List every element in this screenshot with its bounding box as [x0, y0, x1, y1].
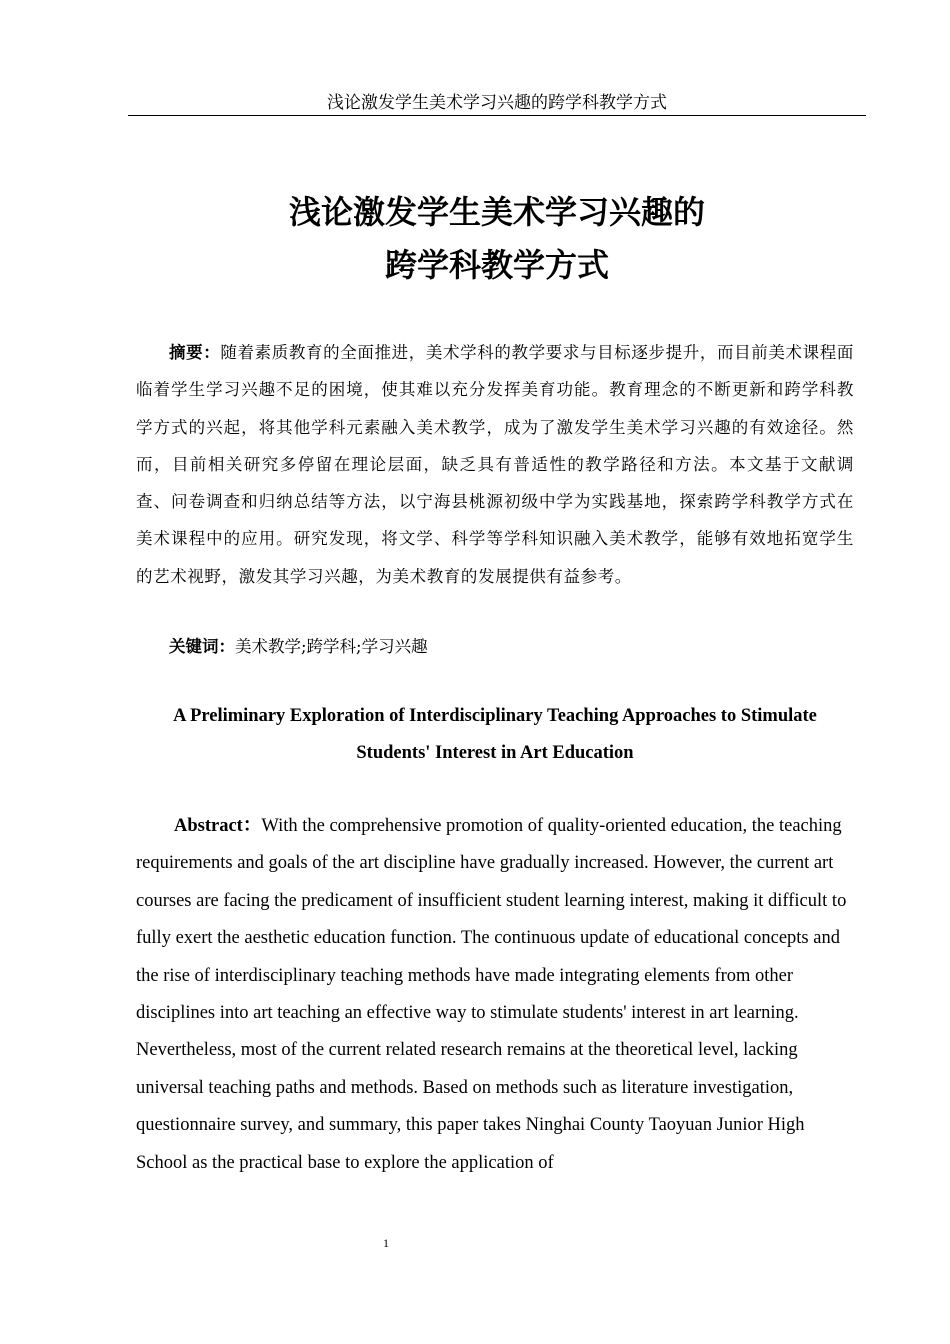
abstract-cn-label: 摘要： [169, 343, 221, 362]
paper-title-en-line1: A Preliminary Exploration of Interdisciplinary Teaching Approaches to Stimulate [173, 706, 817, 726]
abstract-cn [136, 334, 854, 595]
paper-title-en [136, 698, 854, 772]
abstract-en [136, 808, 856, 1182]
keywords-cn-text: 美术教学;跨学科;学习兴趣 [235, 637, 428, 656]
keywords-cn [136, 628, 854, 665]
abstract-en-label: Abstract： [174, 816, 262, 836]
paper-title-cn [128, 186, 866, 292]
paper-title-en-line2: Students' Interest in Art Education [356, 743, 634, 763]
page-number: 1 [383, 1236, 389, 1250]
abstract-en-text: With the comprehensive promotion of quality-oriented education, the teaching requirements and goals of the art discipline have gradually increased. However, the current art courses are facing the predicament of insufficient student learning interest, making it difficult to fully exert the aesthetic education function. The continuous update of educational concepts and the rise of interdisciplinary teaching methods have made integrating elements from other disciplines into art teaching an effective way to stimulate students' interest in art learning. Nevertheless, most of the current related research remains at the theoretical level, lacking universal teaching paths and methods. Based on methods such as literature investigation, questionnaire survey, and summary, this paper takes Ninghai County Taoyuan Junior High School as the practical base to explore the application of [136, 816, 847, 1173]
header-rule [128, 115, 866, 116]
running-header: 浅论激发学生美术学习兴趣的跨学科教学方式 [327, 93, 667, 113]
paper-title-cn-line2: 跨学科教学方式 [384, 246, 609, 284]
keywords-cn-label: 关键词： [169, 637, 235, 656]
paper-title-cn-line1: 浅论激发学生美术学习兴趣的 [288, 193, 705, 231]
abstract-cn-text: 随着素质教育的全面推进，美术学科的教学要求与目标逐步提升，而目前美术课程面临着学生学习兴趣不足的困境，使其难以充分发挥美育功能。教育理念的不断更新和跨学科教学方式的兴起，将其他学科元素融入美术教学，成为了激发学生美术学习兴趣的有效途径。然而，目前相关研究多停留在理论层面，缺乏具有普适性的教学路径和方法。本文基于文献调查、问卷调查和归纳总结等方法，以宁海县桃源初级中学为实践基地，探索跨学科教学方式在美术课程中的应用。研究发现，将文学、科学等学科知识融入美术教学，能够有效地拓宽学生的艺术视野，激发其学习兴趣，为美术教育的发展提供有益参考。 [136, 343, 854, 586]
